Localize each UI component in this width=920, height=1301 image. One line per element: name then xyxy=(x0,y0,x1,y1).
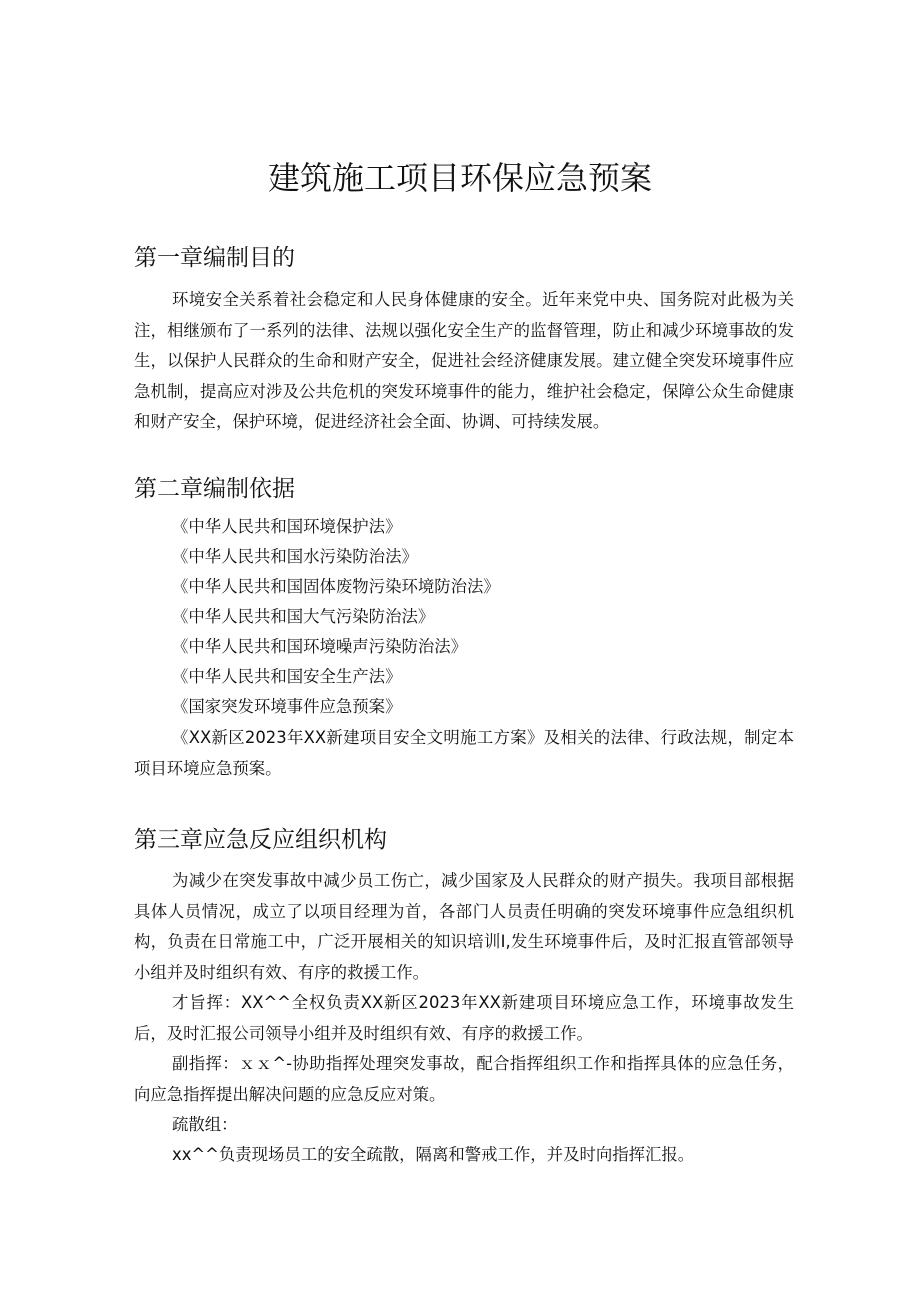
law-item: 《中华人民共和国大气污染防治法》 xyxy=(172,607,435,626)
chapter-3-paragraph-2: 才旨挥：XX^^全权负责XX新区2023年XX新建项目环境应急工作，环境事故发生后，及时汇报公司领导小组并及时组织有效、有序的救援工作。 xyxy=(134,993,794,1043)
law-item: 《中华人民共和国固体废物污染环境防治法》 xyxy=(172,577,500,596)
law-item: 《中华人民共和国水污染防治法》 xyxy=(172,547,418,566)
document-title: 建筑施工项目环保应急预案 xyxy=(267,159,652,197)
chapter-3-paragraph-4: 疏散组： xyxy=(172,1115,238,1134)
chapter-3-paragraph-3: 副指挥：ｘｘ^-协助指挥处理突发事故，配合指挥组织工作和指挥具体的应急任务，向应急指挥提出解决问题的应急反应对策。 xyxy=(134,1054,794,1104)
law-item: 《中华人民共和国环境保护法》 xyxy=(172,517,402,536)
chapter-2-heading: 第二章编制依据 xyxy=(134,476,295,502)
chapter-1-heading: 第一章编制目的 xyxy=(134,245,295,271)
chapter-2-closing: 《XX新区2023年XX新建项目安全文明施工方案》及相关的法律、行政法规，制定本项目环境应急预案。 xyxy=(134,728,794,778)
chapter-3-paragraph-1: 为减少在突发事故中减少员工伤亡，减少国家及人民群众的财产损失。我项目部根据具体人员情况，成立了以项目经理为首，各部门人员责任明确的突发环境事件应急组织机构，负责在日常施工中，广泛开展相关的知识培训I,发生环境事件后，及时汇报直管部领导小组并及时组织有效、有序的救援工作。 xyxy=(134,871,794,982)
chapter-3-heading: 第三章应急反应组织机构 xyxy=(134,827,387,853)
law-item: 《中华人民共和国环境噪声污染防治法》 xyxy=(172,637,468,656)
law-item: 《中华人民共和国安全生产法》 xyxy=(172,667,402,686)
chapter-3-paragraph-5: xx^^负责现场员工的安全疏散，隔离和警戒工作，并及时向指挥汇报。 xyxy=(172,1145,695,1164)
chapter-1-paragraph: 环境安全关系着社会稳定和人民身体健康的安全。近年来党中央、国务院对此极为关注，相继颁布了一系列的法律、法规以强化安全生产的监督管理，防止和减少环境事故的发生，以保护人民群众的生命和财产安全，促进社会经济健康发展。建立健全突发环境事件应急机制，提高应对涉及公共危机的突发环境事件的能力，维护社会稳定，保障公众生命健康和财产安全，保护环境，促进经济社会全面、协调、可持续发展。 xyxy=(134,290,794,431)
law-item: 《国家突发环境事件应急预案》 xyxy=(172,697,402,716)
